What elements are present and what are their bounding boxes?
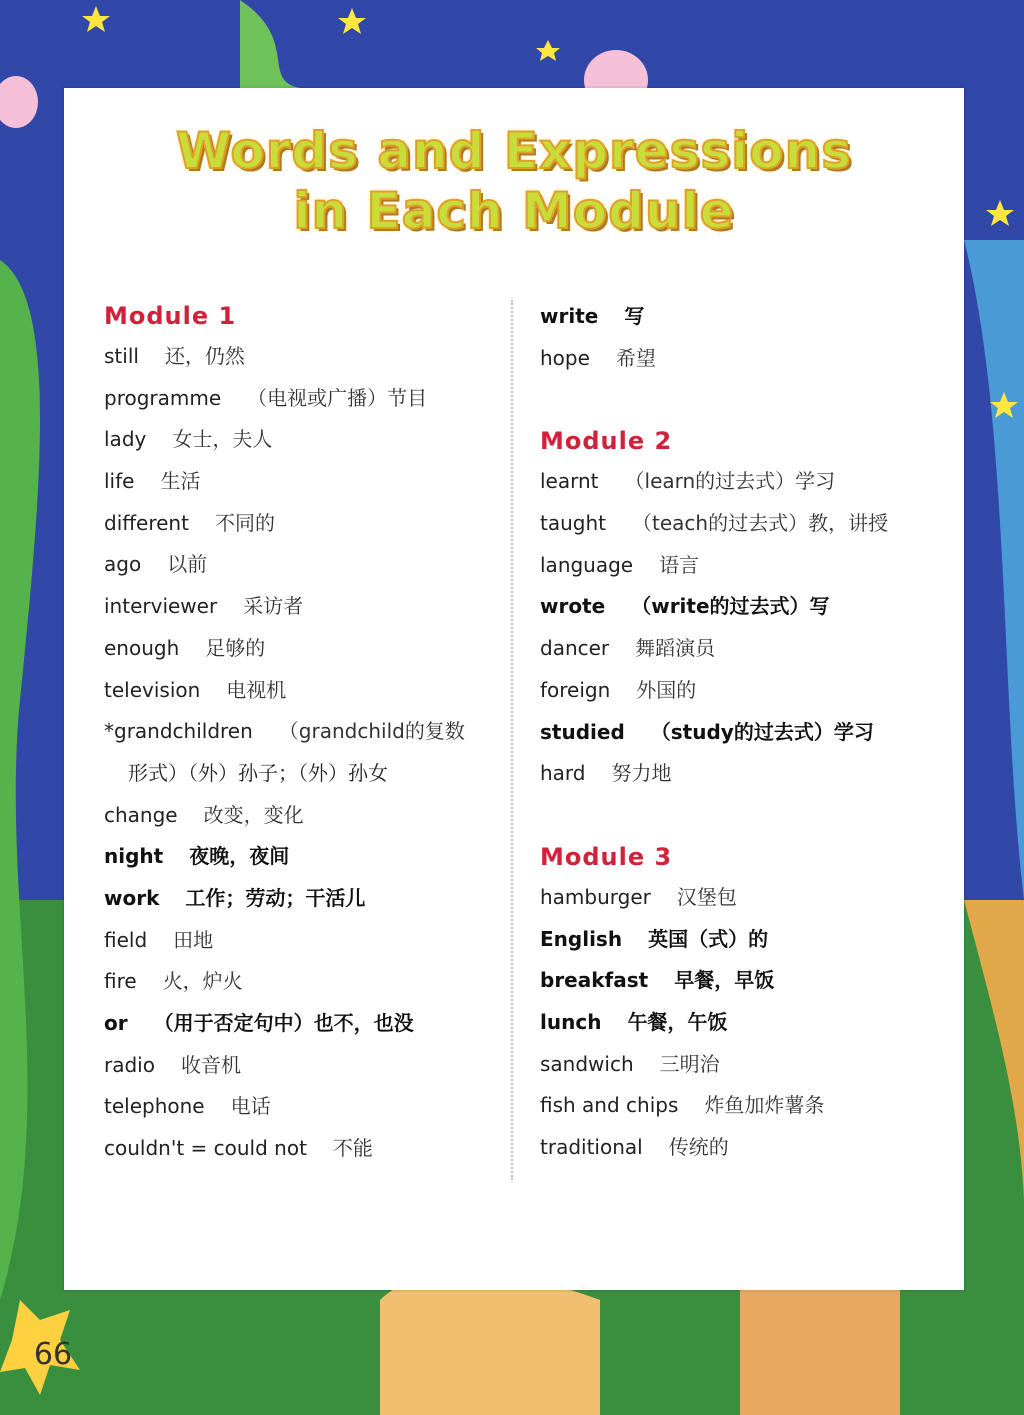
vocab-word: hamburger	[540, 884, 651, 909]
vocab-meaning: 女士，夫人	[172, 427, 273, 452]
vocab-entry	[540, 1127, 950, 1169]
vocab-word: ago	[104, 552, 142, 577]
vocab-word: field	[104, 927, 148, 952]
vocab-entry	[104, 836, 504, 878]
vocab-meaning: 传统的	[668, 1135, 729, 1159]
vocab-entry	[104, 419, 504, 461]
vocab-word: radio	[104, 1052, 155, 1077]
page-number: 66	[33, 1337, 73, 1372]
vocab-entry	[104, 920, 504, 962]
vocab-meaning: 火，炉火	[162, 969, 243, 994]
vocab-word: couldn't = could not	[104, 1136, 307, 1161]
vocab-entry	[104, 1128, 504, 1170]
vocab-meaning: 电视机	[226, 677, 287, 702]
vocab-entry	[540, 628, 950, 670]
vocab-word: night	[104, 844, 164, 869]
vocab-entry	[104, 1045, 504, 1087]
vocab-word: traditional	[540, 1135, 643, 1159]
vocab-meaning: 汉堡包	[676, 884, 737, 909]
vocab-meaning: （用于否定句中）也不，也没	[153, 1011, 414, 1035]
vocab-meaning: 工作；劳动；干活儿	[185, 885, 366, 910]
vocab-word: *grandchildren	[104, 719, 253, 744]
vocab-meaning: 舞蹈演员	[635, 636, 716, 661]
vocab-word: lunch	[540, 1009, 602, 1034]
vocab-meaning: （study的过去式）学习	[650, 719, 874, 744]
vocab-entry	[540, 753, 950, 795]
vocab-entry	[104, 961, 504, 1003]
vocab-word: work	[104, 885, 160, 910]
vocab-meaning: 不能	[332, 1136, 373, 1161]
vocab-word: dancer	[540, 636, 610, 661]
vocab-word: hard	[540, 761, 586, 786]
vocab-meaning: 夜晚，夜间	[189, 844, 290, 869]
vocab-word: still	[104, 344, 139, 368]
vocab-meaning: 午餐，午饭	[627, 1009, 728, 1034]
vocab-meaning: 炸鱼加炸薯条	[704, 1093, 825, 1118]
vocab-word: interviewer	[104, 594, 218, 619]
vocab-meaning: 写	[624, 304, 645, 328]
vocab-entry	[540, 461, 950, 503]
vocab-entry	[104, 1003, 504, 1045]
vocab-word: telephone	[104, 1094, 205, 1119]
vocab-entry	[540, 919, 950, 961]
vocab-meaning: 足够的	[205, 635, 266, 660]
vocab-entry	[540, 503, 950, 545]
vocab-word: change	[104, 802, 178, 827]
column-divider	[511, 300, 513, 1180]
vocab-entry	[540, 296, 950, 338]
vocab-meaning: 还，仍然	[164, 344, 245, 368]
vocab-meaning: 英国（式）的	[648, 926, 769, 951]
vocab-word: different	[104, 510, 189, 535]
vocab-meaning: 收音机	[180, 1052, 241, 1077]
vocab-entry	[104, 670, 504, 712]
vocab-entry	[540, 1044, 950, 1086]
module-3-heading: Module 3	[540, 842, 673, 871]
vocab-word: hope	[540, 345, 590, 370]
vocab-meaning: 采访者	[243, 594, 304, 619]
vocab-word: programme	[104, 385, 222, 410]
vocab-meaning: （电视或广播）节目	[247, 385, 428, 410]
vocab-meaning: 以前	[167, 552, 208, 577]
vocab-entry	[104, 878, 504, 920]
vocab-entry	[540, 338, 950, 380]
vocab-meaning: （write的过去式）写	[631, 594, 830, 619]
vocab-entry	[104, 336, 504, 378]
vocab-meaning: 不同的	[214, 510, 275, 535]
vocab-entry	[104, 544, 504, 586]
vocab-entry-continuation	[104, 753, 504, 795]
vocab-entry	[540, 960, 950, 1002]
vocab-entry	[540, 1085, 950, 1127]
vocab-word: English	[540, 926, 623, 951]
vocab-entry	[104, 795, 504, 837]
vocab-entry	[540, 586, 950, 628]
vocab-meaning: （grandchild的复数	[278, 719, 465, 744]
spacer	[540, 795, 950, 837]
vocab-entry	[540, 1002, 950, 1044]
vocab-entry	[104, 1086, 504, 1128]
module-1-heading: Module 1	[104, 302, 237, 330]
vocab-word: breakfast	[540, 968, 649, 993]
vocab-entry	[104, 586, 504, 628]
vocab-meaning: 努力地	[611, 761, 672, 786]
left-column	[104, 296, 504, 1170]
vocab-word: sandwich	[540, 1051, 634, 1076]
vocab-word: or	[104, 1011, 128, 1035]
vocab-entry	[540, 712, 950, 754]
vocab-word: learnt	[540, 469, 599, 494]
vocab-meaning: 语言	[659, 552, 700, 577]
vocab-meaning: （learn的过去式）学习	[624, 469, 836, 494]
vocab-entry	[540, 670, 950, 712]
vocab-word: foreign	[540, 677, 611, 702]
spacer	[540, 379, 950, 421]
vocab-entry	[104, 711, 504, 753]
right-column	[540, 296, 950, 1169]
vocab-entry	[104, 503, 504, 545]
vocab-meaning: 电话	[230, 1094, 271, 1119]
vocab-entry	[540, 877, 950, 919]
vocab-meaning: 田地	[173, 927, 214, 952]
vocab-meaning: 早餐，早饭	[674, 968, 775, 993]
module-2-heading: Module 2	[540, 427, 673, 456]
vocab-meaning: 外国的	[636, 677, 697, 702]
vocab-entry	[540, 545, 950, 587]
vocab-word: write	[540, 304, 599, 328]
vocab-word: television	[104, 677, 201, 702]
vocab-meaning: 三明治	[659, 1051, 720, 1076]
vocab-word: enough	[104, 635, 180, 660]
vocab-word: life	[104, 469, 135, 494]
vocab-entry	[104, 378, 504, 420]
vocab-word: fish and chips	[540, 1093, 679, 1118]
vocab-word: language	[540, 552, 634, 577]
page-title-line-2: in Each Module	[293, 182, 735, 240]
vocab-word: 形式）（外）孙子；（外）孙女	[128, 760, 388, 785]
vocab-meaning: 希望	[615, 345, 656, 370]
vocab-word: studied	[540, 719, 625, 744]
page-title-line-1: Words and Expressions	[175, 122, 852, 180]
vocab-word: lady	[104, 427, 147, 452]
vocab-word: fire	[104, 969, 137, 994]
vocab-meaning: 生活	[160, 469, 201, 494]
vocab-word: wrote	[540, 594, 606, 619]
vocab-meaning: 改变，变化	[203, 802, 304, 827]
vocab-word: taught	[540, 511, 606, 536]
vocab-entry	[104, 628, 504, 670]
vocab-meaning: （teach的过去式）教，讲授	[632, 511, 889, 536]
vocab-entry	[104, 461, 504, 503]
